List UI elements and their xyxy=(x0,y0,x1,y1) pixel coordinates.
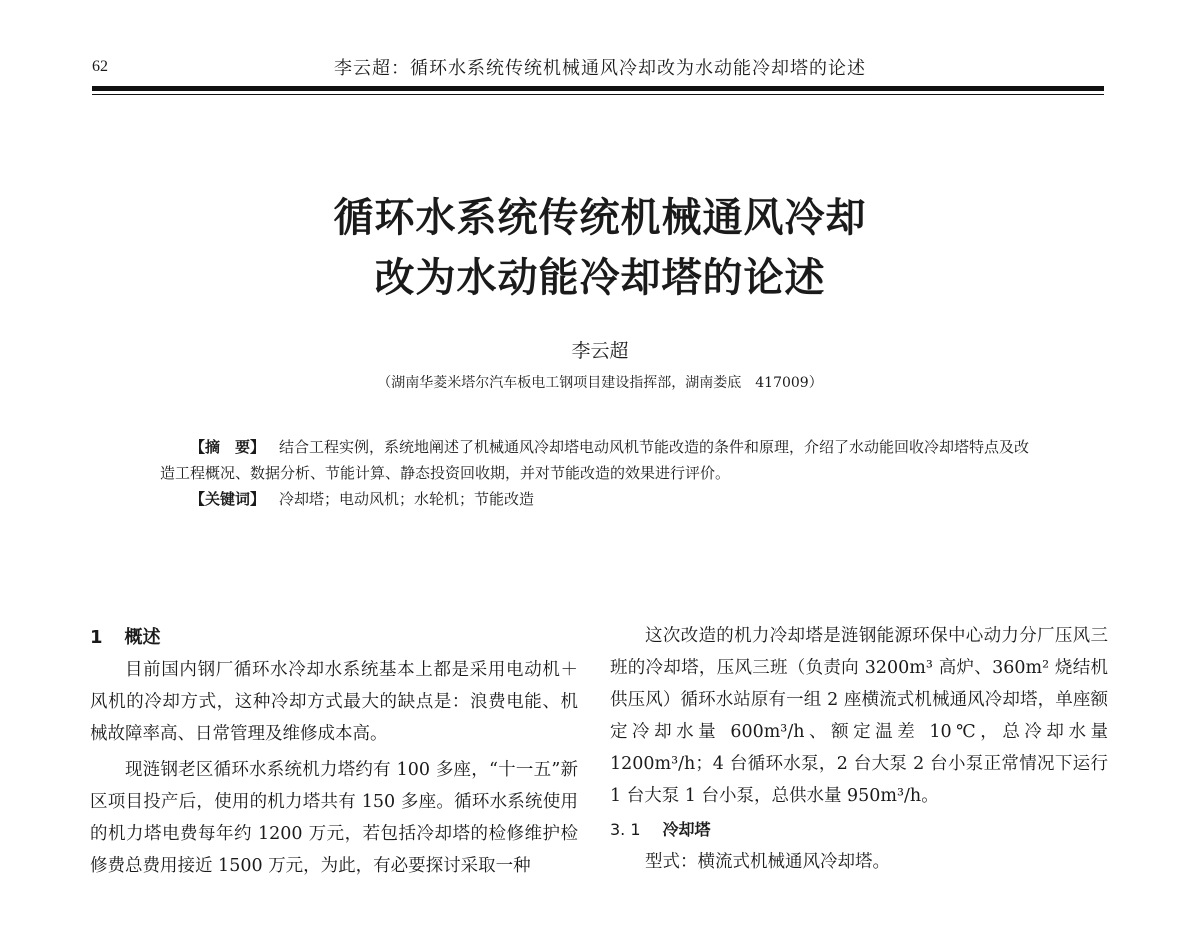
running-title: 李云超：循环水系统传统机械通风冷却改为水动能冷却塔的论述 xyxy=(334,58,866,79)
abstract-paragraph xyxy=(160,434,1040,486)
right-paragraph-2: 型式：横流式机械通风冷却塔。 xyxy=(645,852,890,872)
section-1-paragraph-1: 目前国内钢厂循环水冷却水系统基本上都是采用电动机＋风机的冷却方式，这种冷却方式最大的缺点是：浪费电能、机械故障率高、日常管理及维修成本高。 xyxy=(90,660,578,744)
right-column xyxy=(610,620,1108,878)
section-1-title: 概述 xyxy=(124,627,161,648)
section-1-paragraph-2: 现涟钢老区循环水系统机力塔约有 100 多座，“十一五”新区项目投产后，使用的机力塔共有 150 多座。循环水系统使用的机力塔电费每年约 1200 万元，若包括冷却塔的检修维护检修费总费用接近 1500 万元，为此，有必要探讨采取一种 xyxy=(90,760,578,876)
header-rule-thin xyxy=(92,94,1104,95)
subsection-3-1-number: 3. 1 xyxy=(610,820,641,839)
abstract-block xyxy=(160,434,1040,512)
author-affiliation: （湖南华菱米塔尔汽车板电工钢项目建设指挥部，湖南娄底 417009） xyxy=(377,375,823,391)
title-line-1: 循环水系统传统机械通风冷却 xyxy=(333,194,867,241)
abstract-text: 结合工程实例，系统地阐述了机械通风冷却塔电动风机节能改造的条件和原理，介绍了水动能回收冷却塔特点及改造工程概况、数据分析、节能计算、静态投资回收期，并对节能改造的效果进行评价。 xyxy=(160,438,1030,482)
left-column xyxy=(90,622,578,882)
section-1-number: 1 xyxy=(90,627,103,648)
keywords-text: 冷却塔；电动风机；水轮机；节能改造 xyxy=(279,490,535,508)
title-line-2: 改为水动能冷却塔的论述 xyxy=(374,254,826,301)
page-number: 62 xyxy=(92,58,108,75)
right-paragraph-1: 这次改造的机力冷却塔是涟钢能源环保中心动力分厂压风三班的冷却塔，压风三班（负责向 3200m³ 高炉、360m² 烧结机供压风）循环水站原有一组 2 座横流式机械通风冷却塔，单座额定冷却水量 600m³/h、额定温差 10℃，总冷却水量 1200m³/h；4 台循环水泵，2 台大泵 2 台小泵正常情况下运行 1 台大泵 1 台小泵，总供水量 950m³/h。 xyxy=(610,626,1108,806)
author-name: 李云超 xyxy=(571,340,629,362)
keywords-label: 【关键词】 xyxy=(190,490,266,508)
subsection-3-1-title: 冷却塔 xyxy=(662,820,711,839)
section-1-heading xyxy=(90,622,578,654)
header-rule-thick xyxy=(92,86,1104,91)
keywords-paragraph xyxy=(160,486,1040,512)
subsection-3-1-heading xyxy=(610,814,1108,846)
article-title xyxy=(0,188,1200,308)
abstract-label: 【摘 要】 xyxy=(190,438,266,456)
